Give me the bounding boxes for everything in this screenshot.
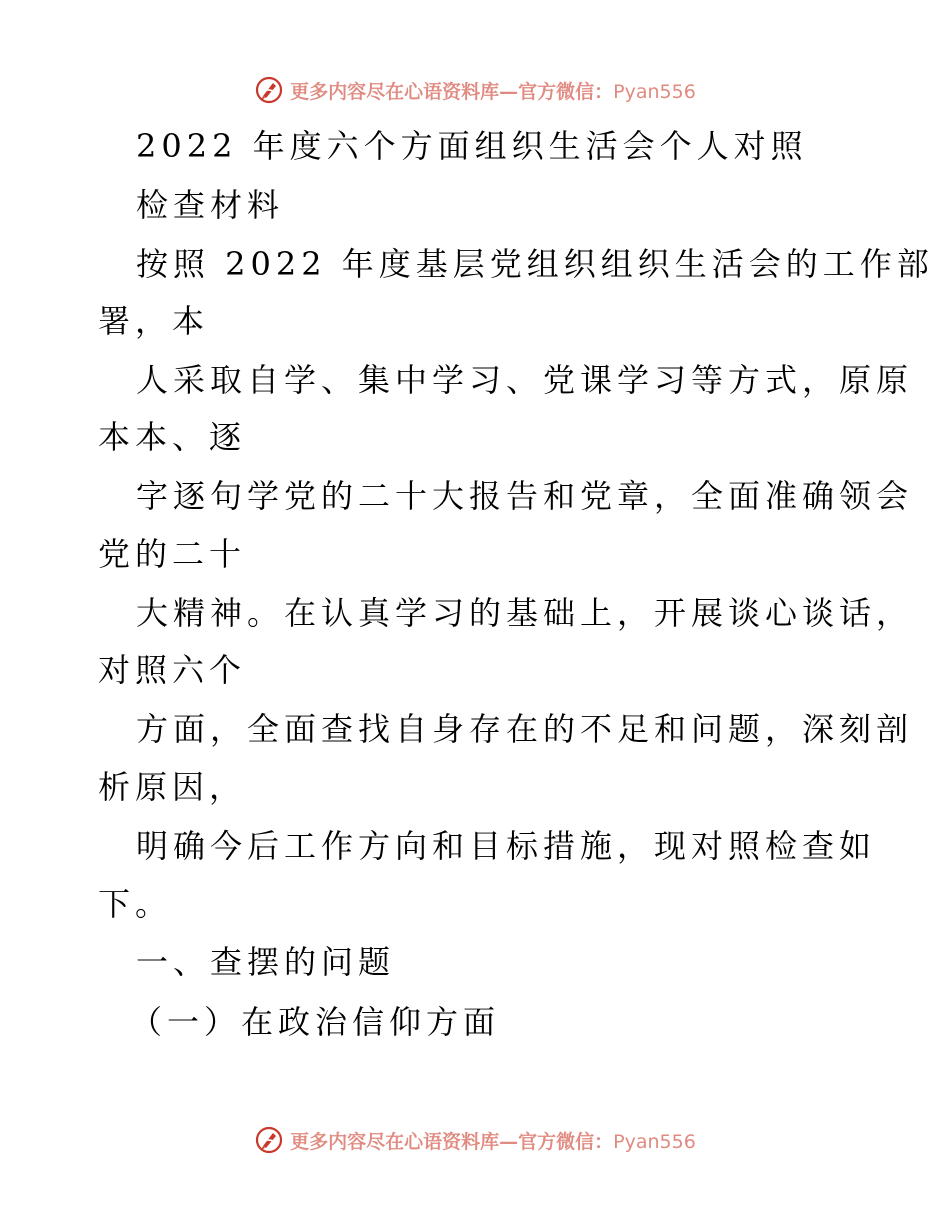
pen-logo-icon <box>254 1125 284 1155</box>
paragraph-line: 对照六个 <box>98 651 247 689</box>
watermark-label: 更多内容尽在心语资料库—官方微信： <box>290 1130 614 1153</box>
document-title-line-1: 2022 年度六个方面组织生活会个人对照 <box>136 127 808 165</box>
paragraph-line: 大精神。在认真学习的基础上，开展谈心谈话， <box>136 594 914 632</box>
footer-watermark <box>0 1122 950 1158</box>
paragraph-line: 人采取自学、集中学习、党课学习等方式，原原 <box>136 361 914 399</box>
paragraph-line: 字逐句学党的二十大报告和党章，全面准确领会 <box>136 477 914 515</box>
watermark-text <box>290 1127 696 1154</box>
paragraph-line: 下。 <box>98 885 173 923</box>
paragraph-line: 本本、逐 <box>98 418 247 456</box>
document-title-line-2: 检查材料 <box>136 186 285 224</box>
paragraph-line: 党的二十 <box>98 535 247 573</box>
watermark-label: 更多内容尽在心语资料库—官方微信： <box>290 80 614 103</box>
paragraph-line: 署，本 <box>98 302 210 340</box>
paragraph-line: 按照 2022 年度基层党组织组织生活会的工作部 <box>136 245 934 283</box>
section-heading: 一、查摆的问题 <box>136 943 396 981</box>
watermark-id: Pyan556 <box>613 1130 696 1153</box>
paragraph-line: 方面，全面查找自身存在的不足和问题，深刻剖 <box>136 710 914 748</box>
paragraph-line: 析原因， <box>98 768 247 806</box>
subsection-heading: （一）在政治信仰方面 <box>130 1003 501 1041</box>
watermark-id: Pyan556 <box>613 80 696 103</box>
paragraph-line: 明确今后工作方向和目标措施，现对照检查如 <box>136 827 877 865</box>
